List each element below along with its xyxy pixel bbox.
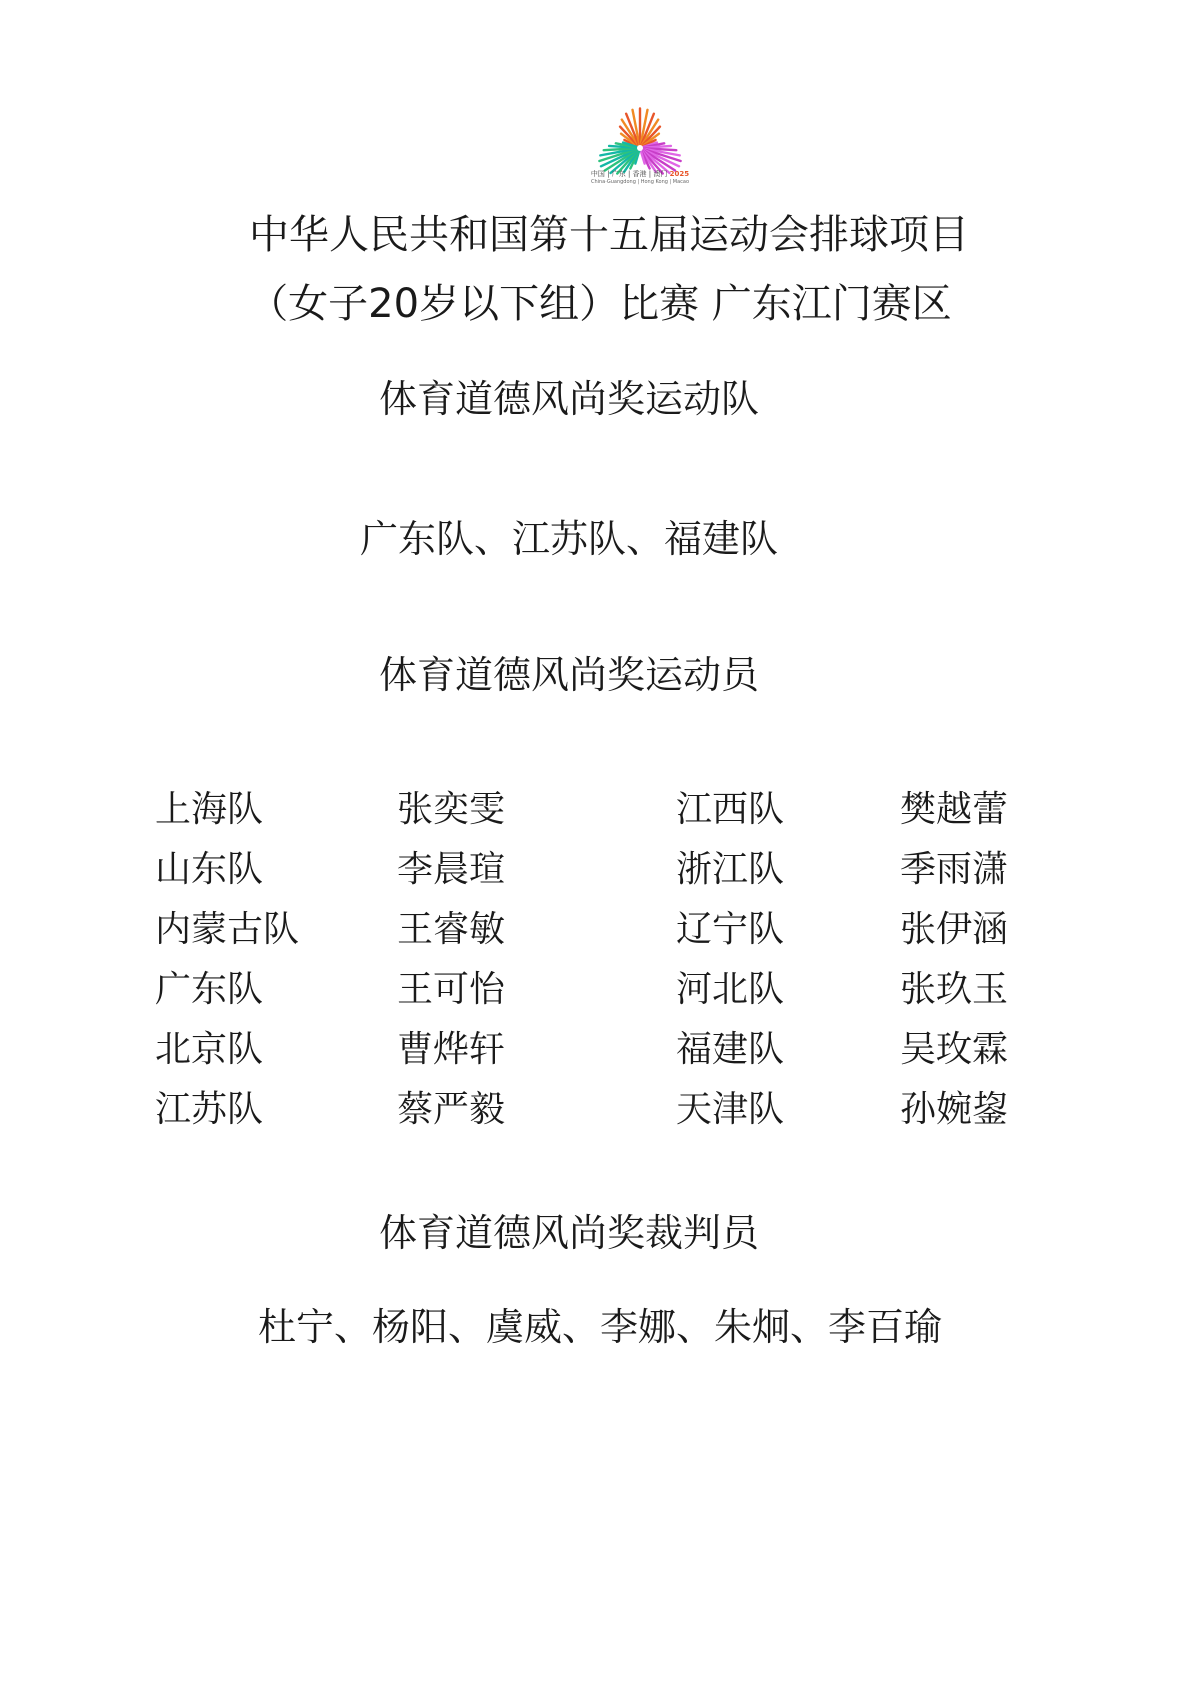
logo-caption-en: China·Guangdong | Hong Kong | Macao (590, 179, 690, 185)
referee-award-list: 杜宁、杨阳、虞威、李娜、朱炯、李百瑜 (257, 1305, 942, 1349)
athlete-name: 蔡严毅 (397, 1089, 506, 1130)
athlete-team: 上海队 (155, 789, 264, 830)
referee-award-heading: 体育道德风尚奖裁判员 (378, 1211, 759, 1255)
athlete-team: 北京队 (155, 1029, 264, 1070)
athlete-row (0, 1026, 1200, 1086)
athlete-row (0, 906, 1200, 966)
document-title-line-2: （女子20岁以下组）比赛 广东江门赛区 (248, 281, 952, 327)
team-award-list: 广东队、江苏队、福建队 (359, 517, 778, 561)
team-award-heading: 体育道德风尚奖运动队 (378, 377, 759, 421)
athlete-name: 曹烨轩 (397, 1029, 506, 1070)
athlete-team: 山东队 (155, 849, 264, 890)
athlete-name: 张奕雯 (397, 789, 506, 830)
athlete-row (0, 1086, 1200, 1146)
athlete-name: 孙婉鋆 (900, 1089, 1009, 1130)
athlete-team: 广东队 (155, 969, 264, 1010)
athlete-award-heading: 体育道德风尚奖运动员 (378, 653, 759, 697)
athlete-award-table (0, 786, 1200, 1146)
athlete-team: 浙江队 (676, 849, 785, 890)
athlete-team: 江苏队 (155, 1089, 264, 1130)
athlete-team: 内蒙古队 (155, 909, 300, 950)
athlete-name: 王睿敏 (397, 909, 506, 950)
logo-center-dot (637, 145, 643, 151)
athlete-team: 天津队 (676, 1089, 785, 1130)
athlete-team: 福建队 (676, 1029, 785, 1070)
athlete-name: 季雨潇 (900, 849, 1009, 890)
logo-caption-cn: 中国 | 广东 | 香港 | 澳门 (590, 170, 668, 178)
athlete-team: 江西队 (676, 789, 785, 830)
athlete-row (0, 846, 1200, 906)
athlete-name: 吴玫霖 (900, 1029, 1009, 1070)
document-title-line-1: 中华人民共和国第十五届运动会排球项目 (249, 212, 969, 258)
athlete-row (0, 966, 1200, 1026)
athlete-name: 张玖玉 (900, 969, 1009, 1010)
athlete-name: 李晨瑄 (397, 849, 506, 890)
athlete-row (0, 786, 1200, 846)
athlete-team: 辽宁队 (676, 909, 785, 950)
athlete-name: 张伊涵 (900, 909, 1009, 950)
athlete-name: 樊越蕾 (900, 789, 1009, 830)
athlete-team: 河北队 (676, 969, 785, 1010)
athlete-name: 王可怡 (397, 969, 506, 1010)
logo-caption (590, 170, 690, 185)
logo-caption-year: 2025 (669, 170, 690, 178)
